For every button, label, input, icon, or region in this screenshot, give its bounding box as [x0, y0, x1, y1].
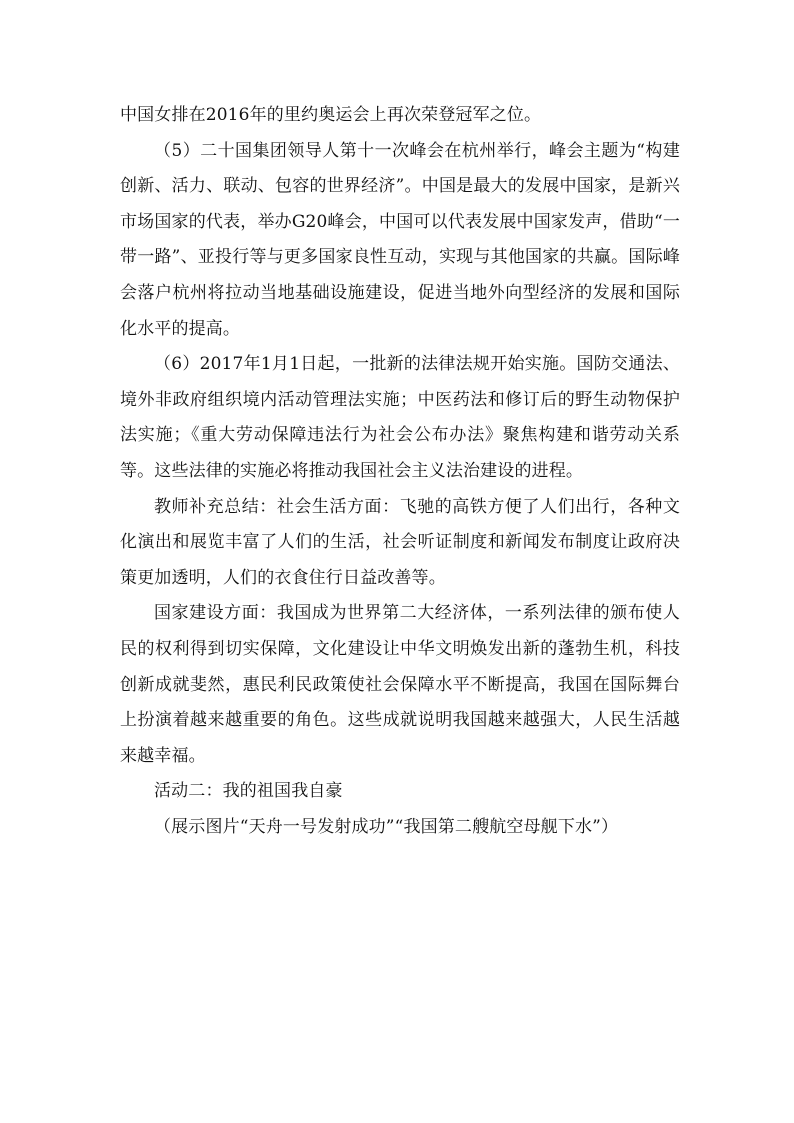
paragraph-g20-summit: （5）二十国集团领导人第十一次峰会在杭州举行，峰会主题为“构建创新、活力、联动、包容的世界经济”。中国是最大的发展中国家，是新兴市场国家的代表，举办G20峰会，中国可以代表发展中国家发声，借助“一带一路”、亚投行等与更多国家良性互动，实现与其他国家的共赢。国际峰会落户杭州将拉动当地基础设施建设，促进当地外向型经济的发展和国际化水平的提高。 [120, 140, 680, 339]
paragraph-teacher-summary: 教师补充总结：社会生活方面：飞驰的高铁方便了人们出行，各种文化演出和展览丰富了人们的生活，社会听证制度和新闻发布制度让政府决策更加透明，人们的衣食住行日益改善等。 [120, 496, 680, 588]
paragraph-national-construction: 国家建设方面：我国成为世界第二大经济体，一系列法律的颁布使人民的权利得到切实保障，文化建设让中华文明焕发出新的蓬勃生机，科技创新成就斐然，惠民利民政策使社会保障水平不断提高，我国在国际舞台上扮演着越来越重要的角色。这些成就说明我国越来越强大，人民生活越来越幸福。 [120, 603, 680, 766]
document-body [120, 98, 680, 845]
paragraph-new-laws: （6）2017年1月1日起，一批新的法律法规开始实施。国防交通法、境外非政府组织境内活动管理法实施；中医药法和修订后的野生动物保护法实施；《重大劳动保障违法行为社会公布办法》聚焦构建和谐劳动关系等。这些法律的实施必将推动我国社会主义法治建设的进程。 [120, 354, 680, 481]
activity-two-heading: 活动二：我的祖国我自豪 [154, 781, 343, 802]
paragraph-women-volleyball: 中国女排在2016年的里约奥运会上再次荣登冠军之位。 [120, 105, 542, 125]
paragraph-image-display: （展示图片“天舟一号发射成功”“我国第二艘航空母舰下水”） [154, 816, 619, 837]
